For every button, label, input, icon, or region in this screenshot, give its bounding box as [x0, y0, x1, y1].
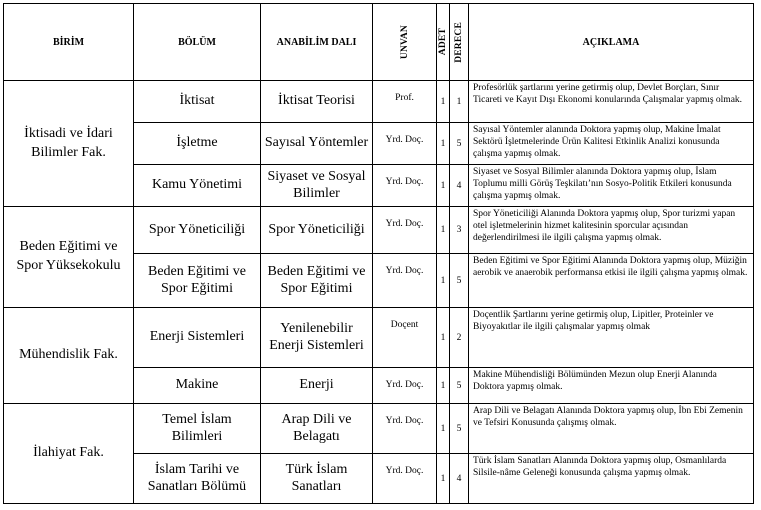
adet-cell: 1: [437, 207, 450, 254]
adet-cell: 1: [437, 454, 450, 504]
derece-cell: 5: [450, 368, 469, 404]
bolum-cell: Makine: [134, 368, 261, 404]
birim-cell: Mühendislik Fak.: [4, 308, 134, 404]
aciklama-cell: Doçentlik Şartlarını yerine getirmiş olup, Lipitler, Proteinler ve Biyoyakıtlar ile ilgili çalışmalar yapmış olmak: [469, 308, 754, 368]
aciklama-cell: Profesörlük şartlarını yerine getirmiş olup, Devlet Borçları, Sınır Ticareti ve Kayıt Dışı Ekonomi konularında Çalışmalar yapmış olmak.: [469, 81, 754, 123]
anabilim-cell: Enerji: [261, 368, 373, 404]
adet-cell: 1: [437, 165, 450, 207]
adet-cell: 1: [437, 368, 450, 404]
adet-cell: 1: [437, 254, 450, 308]
aciklama-cell: Makine Mühendisliği Bölümünden Mezun olup Enerji Alanında Doktora yapmış olmak.: [469, 368, 754, 404]
table-row: [4, 207, 754, 254]
anabilim-cell: Yenilenebilir Enerji Sistemleri: [261, 308, 373, 368]
header-aciklama: AÇIKLAMA: [469, 4, 754, 81]
anabilim-cell: Beden Eğitimi ve Spor Eğitimi: [261, 254, 373, 308]
anabilim-cell: Türk İslam Sanatları: [261, 454, 373, 504]
adet-cell: 1: [437, 308, 450, 368]
aciklama-cell: Arap Dili ve Belagatı Alanında Doktora yapmış olup, İbn Ebi Zemenin ve Tefsiri Konusunda çalışmış olmak.: [469, 404, 754, 454]
derece-cell: 2: [450, 308, 469, 368]
header-anabilim-dali: ANABİLİM DALI: [261, 4, 373, 81]
anabilim-cell: İktisat Teorisi: [261, 81, 373, 123]
birim-cell: İlahiyat Fak.: [4, 404, 134, 504]
header-derece-label: DERECE: [454, 21, 464, 63]
derece-cell: 5: [450, 123, 469, 165]
derece-cell: 3: [450, 207, 469, 254]
header-adet-label: ADET: [438, 28, 448, 56]
table-row: [4, 404, 754, 454]
header-derece: [450, 4, 469, 81]
unvan-cell: Doçent: [373, 308, 437, 368]
unvan-cell: Yrd. Doç.: [373, 123, 437, 165]
aciklama-cell: Spor Yöneticiliği Alanında Doktora yapmış olup, Spor turizmi yapan otel işletmelerinin hizmet kalitesinin sporcular açısından değerlendirilmesi ile ilgili çalışma yapmış olmak.: [469, 207, 754, 254]
unvan-cell: Yrd. Doç.: [373, 207, 437, 254]
derece-cell: 1: [450, 81, 469, 123]
header-row: [4, 4, 754, 81]
derece-cell: 4: [450, 454, 469, 504]
anabilim-cell: Spor Yöneticiliği: [261, 207, 373, 254]
bolum-cell: İktisat: [134, 81, 261, 123]
bolum-cell: Temel İslam Bilimleri: [134, 404, 261, 454]
bolum-cell: Kamu Yönetimi: [134, 165, 261, 207]
anabilim-cell: Siyaset ve Sosyal Bilimler: [261, 165, 373, 207]
unvan-cell: Yrd. Doç.: [373, 404, 437, 454]
derece-cell: 4: [450, 165, 469, 207]
bolum-cell: İslam Tarihi ve Sanatları Bölümü: [134, 454, 261, 504]
derece-cell: 5: [450, 404, 469, 454]
bolum-cell: İşletme: [134, 123, 261, 165]
birim-cell: İktisadi ve İdari Bilimler Fak.: [4, 81, 134, 207]
birim-cell: Beden Eğitimi ve Spor Yüksekokulu: [4, 207, 134, 308]
header-unvan: [373, 4, 437, 81]
unvan-cell: Yrd. Doç.: [373, 454, 437, 504]
derece-cell: 5: [450, 254, 469, 308]
aciklama-cell: Beden Eğitimi ve Spor Eğitimi Alanında Doktora yapmış olup, Müziğin aerobik ve anaerobik performansa etkisi ile ilgili çalışma yapmış olmak.: [469, 254, 754, 308]
aciklama-cell: Türk İslam Sanatları Alanında Doktora yapmış olup, Osmanlılarda Silsile-nâme Geleneği konusunda çalışma yapmış olmak.: [469, 454, 754, 504]
header-unvan-label: UNVAN: [399, 24, 410, 60]
header-birim: BİRİM: [4, 4, 134, 81]
header-adet: [437, 4, 450, 81]
unvan-cell: Yrd. Doç.: [373, 165, 437, 207]
adet-cell: 1: [437, 81, 450, 123]
table-row: [4, 308, 754, 368]
unvan-cell: Yrd. Doç.: [373, 254, 437, 308]
unvan-cell: Yrd. Doç.: [373, 368, 437, 404]
bolum-cell: Enerji Sistemleri: [134, 308, 261, 368]
bolum-cell: Spor Yöneticiliği: [134, 207, 261, 254]
anabilim-cell: Arap Dili ve Belagatı: [261, 404, 373, 454]
table-row: [4, 81, 754, 123]
header-bolum: BÖLÜM: [134, 4, 261, 81]
aciklama-cell: Sayısal Yöntemler alanında Doktora yapmış olup, Makine İmalat Sektörü İşletmelerinde Ürün Kalitesi Etkinlik Analizi konusunda çalışma yapmış olmak.: [469, 123, 754, 165]
adet-cell: 1: [437, 404, 450, 454]
staff-positions-table: [3, 3, 754, 504]
aciklama-cell: Siyaset ve Sosyal Bilimler alanında Doktora yapmış olup, İslam Toplumu milli Görüş Teşkilatı’nın Sosyo-Politik Etkileri konusunda çalışma yapmış olmak.: [469, 165, 754, 207]
unvan-cell: Prof.: [373, 81, 437, 123]
adet-cell: 1: [437, 123, 450, 165]
anabilim-cell: Sayısal Yöntemler: [261, 123, 373, 165]
bolum-cell: Beden Eğitimi ve Spor Eğitimi: [134, 254, 261, 308]
